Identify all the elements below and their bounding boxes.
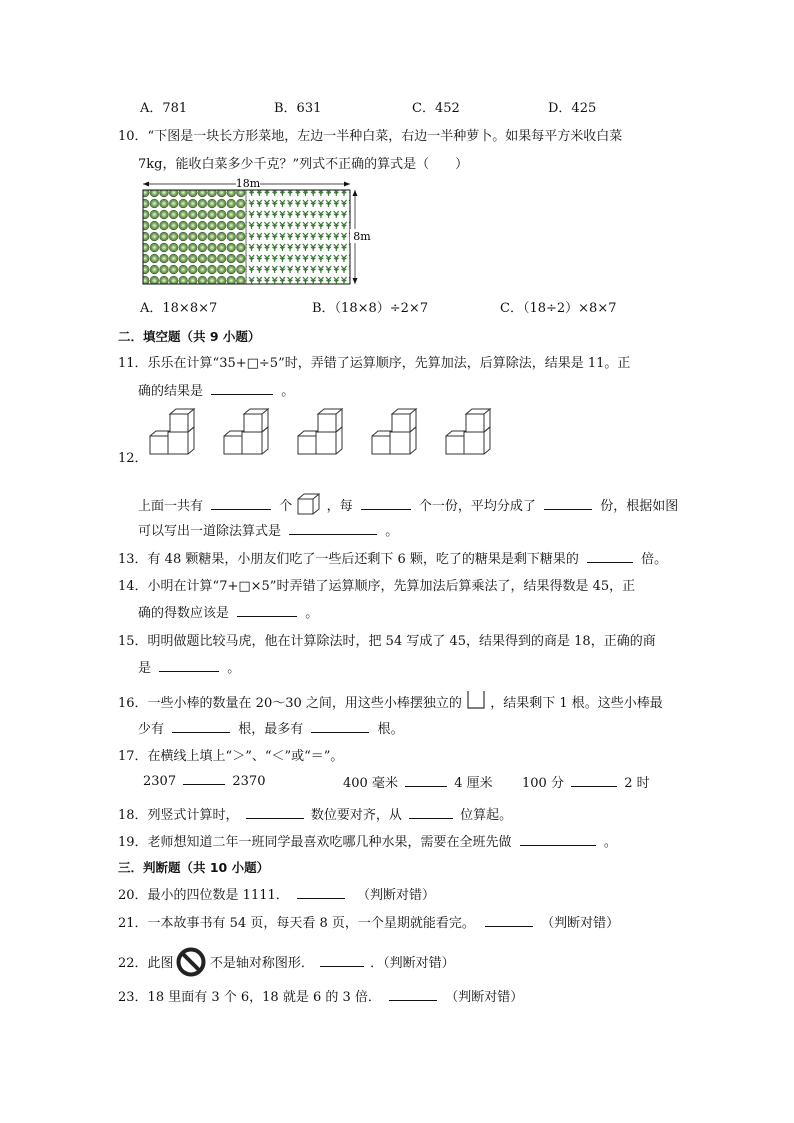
q17-blank-3[interactable]: [571, 774, 617, 787]
q12-period: 。: [385, 524, 399, 539]
question-19: [118, 831, 617, 850]
question-23: [118, 986, 523, 1005]
q17-item2-left: 400 毫米: [343, 776, 398, 791]
q19-period: 。: [603, 835, 617, 850]
q23-text: 23．18 里面有 3 个 6，18 就是 6 的 3 倍．: [118, 990, 381, 1005]
cube-icon: [296, 492, 322, 516]
q16-line2: [138, 718, 404, 737]
q12-blank-4[interactable]: [289, 522, 377, 535]
q21-tail: （判断对错）: [541, 916, 620, 931]
q16-text-e: 根。: [377, 722, 404, 737]
q20-text: 20．最小的四位数是 1111．: [118, 888, 289, 903]
q17-item-3: [522, 772, 650, 791]
q9-option-c: C．452: [412, 101, 460, 116]
section-3-heading: 三．判断题（共 10 小题）: [118, 860, 270, 875]
q12-line1: [138, 492, 678, 516]
q16-blank-min[interactable]: [172, 720, 230, 733]
q12-blank-1[interactable]: [211, 497, 271, 510]
q18-text-a: 18．列竖式计算时，: [118, 808, 239, 823]
q18-text-c: 位算起。: [460, 808, 513, 823]
q17-blank-2[interactable]: [405, 774, 447, 787]
q16-blank-max[interactable]: [311, 720, 369, 733]
q23-tail: （判断对错）: [445, 990, 524, 1005]
field-width-label: 18m: [235, 177, 261, 190]
q17-item1-right: 2370: [232, 774, 266, 789]
q15-blank[interactable]: [159, 659, 219, 672]
q17-item-1: [143, 772, 265, 789]
q12-blank-3[interactable]: [544, 497, 592, 510]
q11-answer-blank[interactable]: [211, 382, 273, 395]
q12-number: 12．: [118, 451, 148, 466]
q22-blank[interactable]: [320, 954, 364, 967]
q16-text-d: 根，最多有: [238, 722, 304, 737]
q12-blank-2[interactable]: [361, 497, 411, 510]
q9-option-b: B．631: [274, 101, 322, 116]
q12-text-a: 上面一共有: [138, 499, 204, 514]
q18-blank-1[interactable]: [246, 806, 304, 819]
q10-line1: 10．“下图是一块长方形菜地，左边一半种白菜，右边一半种萝卜。如果每平方米收白菜: [118, 129, 623, 144]
q11-line2: [138, 380, 294, 399]
q15-line2: [138, 657, 240, 676]
q11-period: 。: [281, 384, 295, 399]
q11-line1: 11．乐乐在计算“35+□÷5”时，弄错了运算顺序，先算加法，后算除法，结果是 11。正: [118, 356, 631, 371]
q16-line1: [118, 690, 663, 711]
q13-blank[interactable]: [587, 550, 633, 563]
q14-blank[interactable]: [237, 604, 297, 617]
vegetable-field-figure: [140, 176, 380, 288]
q13-tail: 倍。: [641, 552, 668, 567]
q22-text-b: 不是轴对称图形．: [209, 956, 314, 971]
question-21: [118, 912, 619, 931]
q19-blank[interactable]: [520, 833, 596, 846]
square-shape-icon: [466, 690, 486, 710]
q10-option-c: C．（18÷2）×8×7: [500, 301, 617, 316]
q12-text-b: 个: [279, 499, 293, 514]
q20-tail: （判断对错）: [357, 888, 436, 903]
q17-item3-right: 2 时: [624, 776, 650, 791]
q16-text-a: 16．一些小棒的数量在 20～30 之间，用这些小棒摆独立的: [118, 696, 462, 711]
q15-line1: 15．明明做题比较马虎，他在计算除法时，把 54 写成了 45，结果得到的商是 18，正确的商: [118, 634, 656, 649]
q14-line2: [138, 602, 318, 621]
q9-option-d: D．425: [548, 101, 597, 116]
q17-item2-right: 4 厘米: [454, 776, 493, 791]
question-22: [118, 947, 455, 977]
q12-text-c: ，每: [326, 499, 353, 514]
q12-text-f: 可以写出一道除法算式是: [138, 524, 282, 539]
q18-blank-2[interactable]: [409, 806, 453, 819]
q18-text-b: 数位要对齐，从: [310, 808, 402, 823]
q17-item-2: [343, 772, 493, 791]
q12-text-e: 份，根据如图: [600, 499, 679, 514]
cube-groups-figure: [148, 408, 508, 460]
q10-option-a: A．18×8×7: [140, 301, 218, 316]
question-13: [118, 548, 667, 567]
q10-option-b: B．（18×8）÷2×7: [312, 301, 429, 316]
q13-text: 13．有 48 颗糖果，小朋友们吃了一些后还剩下 6 颗，吃了的糖果是剩下糖果的: [118, 552, 579, 567]
field-height-label: 8m: [353, 230, 371, 243]
q14-line1: 14．小明在计算“7+□×5”时弄错了运算顺序，先算加法后算乘法了，结果得数是 45，正: [118, 579, 636, 594]
question-18: [118, 804, 512, 823]
q16-text-b: ，结果剩下 1 根。这些小棒最: [490, 696, 663, 711]
q10-line2: 7kg，能收白菜多少千克？”列式不正确的算式是（ ）: [138, 157, 469, 172]
q22-text-a: 22．此图: [118, 956, 174, 971]
prohibition-sign-icon: [176, 947, 206, 977]
q12-text-d: 个一份，平均分成了: [418, 499, 536, 514]
q14-period: 。: [305, 606, 319, 621]
q21-text: 21．一本故事书有 54 页，每天看 8 页，一个星期就能看完。: [118, 916, 475, 931]
section-2-heading: 二．填空题（共 9 小题）: [118, 329, 261, 344]
q22-tail: ．（判断对错）: [370, 956, 455, 971]
q9-option-a: A．781: [140, 101, 188, 116]
q19-text: 19．老师想知道二年一班同学最喜欢吃哪几种水果，需要在全班先做: [118, 835, 512, 850]
q14-text: 确的得数应该是: [138, 606, 230, 621]
q17-line1: 17．在横线上填上“＞”、“＜”或“＝”。: [118, 749, 344, 764]
q17-item3-left: 100 分: [522, 776, 564, 791]
q16-text-c: 少有: [138, 722, 165, 737]
q20-blank[interactable]: [297, 886, 345, 899]
q11-text: 确的结果是: [138, 384, 204, 399]
question-20: [118, 884, 435, 903]
q15-text: 是: [138, 661, 152, 676]
q23-blank[interactable]: [389, 988, 437, 1001]
q17-blank-1[interactable]: [183, 772, 225, 785]
q21-blank[interactable]: [485, 914, 533, 927]
q17-item1-left: 2307: [143, 774, 177, 789]
q15-period: 。: [227, 661, 241, 676]
q12-line2: [138, 520, 398, 539]
